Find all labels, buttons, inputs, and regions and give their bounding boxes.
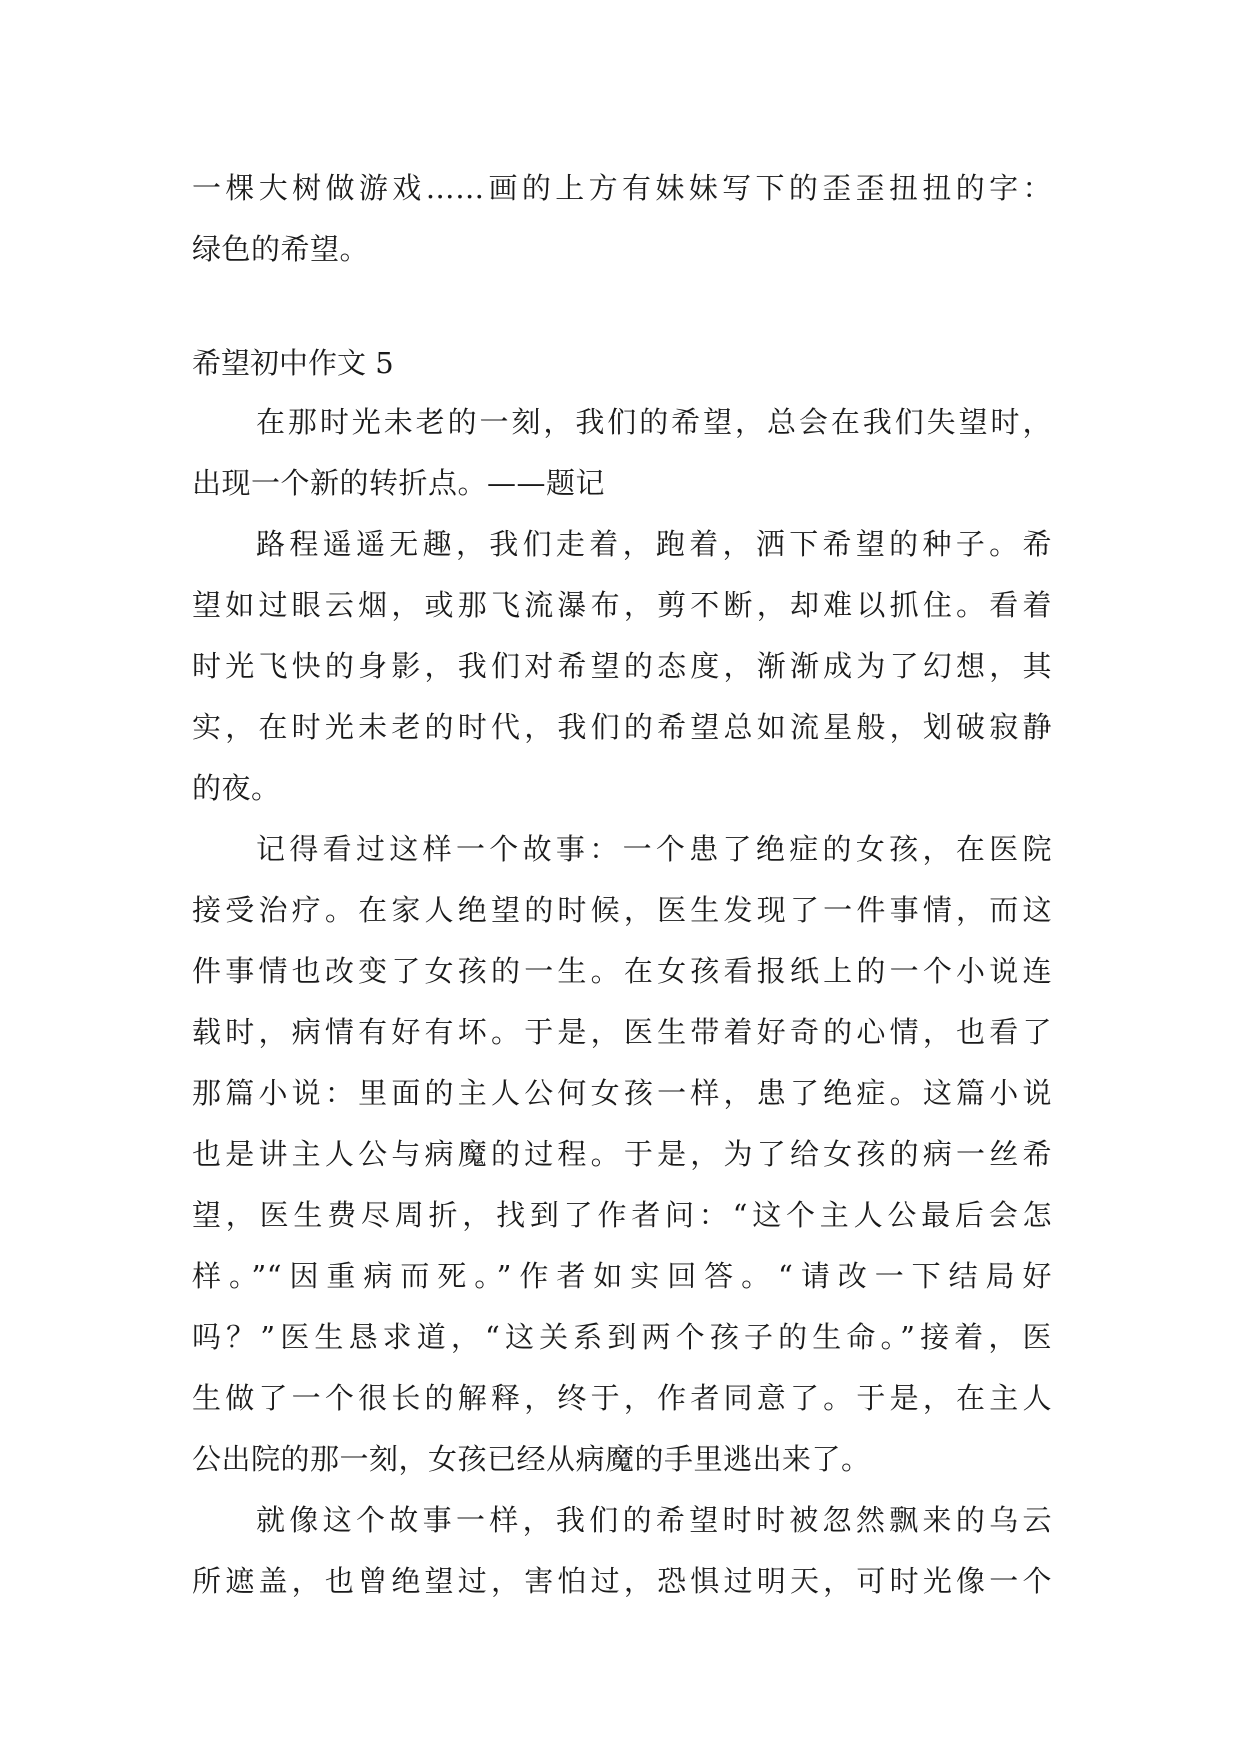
epigraph-paragraph [192,392,1052,514]
intro-paragraph [192,158,1052,280]
text-line: 样。”“因重病而死。”作者如实回答。“请改一下结局好 [192,1259,1052,1293]
text-line: 路程遥遥无趣，我们走着，跑着，洒下希望的种子。希 [256,527,1052,561]
text-line: 在那时光未老的一刻，我们的希望，总会在我们失望时， [256,405,1052,439]
text-line: 绿色的希望。 [192,232,370,266]
text-line: 时光飞快的身影，我们对希望的态度，渐渐成为了幻想，其 [192,649,1052,683]
text-line: 的夜。 [192,771,281,805]
text-line: 记得看过这样一个故事：一个患了绝症的女孩，在医院 [256,832,1052,866]
text-line: 望，医生费尽周折，找到了作者问：“这个主人公最后会怎 [192,1198,1052,1232]
text-line: 所遮盖，也曾绝望过，害怕过，恐惧过明天，可时光像一个 [192,1564,1052,1598]
text-line: 吗？”医生恳求道，“这关系到两个孩子的生命。”接着，医 [192,1320,1052,1354]
paragraph-gap [192,280,1052,334]
like-story-paragraph [192,1490,1052,1612]
text-line: 出现一个新的转折点。——题记 [192,466,606,500]
text-line: 就像这个故事一样，我们的希望时时被忽然飘来的乌云 [256,1503,1052,1537]
text-line: 生做了一个很长的解释，终于，作者同意了。于是，在主人 [192,1381,1052,1415]
story-paragraph [192,819,1052,1490]
road-paragraph [192,514,1052,819]
text-line: 接受治疗。在家人绝望的时候，医生发现了一件事情，而这 [192,893,1052,927]
section-title: 希望初中作文 5 [192,346,394,380]
text-line: 也是讲主人公与病魔的过程。于是，为了给女孩的病一丝希 [192,1137,1052,1171]
text-line: 一棵大树做游戏……画的上方有妹妹写下的歪歪扭扭的字： [192,171,1052,205]
text-line: 公出院的那一刻，女孩已经从病魔的手里逃出来了。 [192,1442,871,1476]
text-line: 件事情也改变了女孩的一生。在女孩看报纸上的一个小说连 [192,954,1052,988]
text-line: 载时，病情有好有坏。于是，医生带着好奇的心情，也看了 [192,1015,1052,1049]
text-column [192,158,1052,1612]
text-line: 望如过眼云烟，或那飞流瀑布，剪不断，却难以抓住。看着 [192,588,1052,622]
text-line: 实，在时光未老的时代，我们的希望总如流星般，划破寂静 [192,710,1052,744]
text-line: 那篇小说：里面的主人公何女孩一样，患了绝症。这篇小说 [192,1076,1052,1110]
